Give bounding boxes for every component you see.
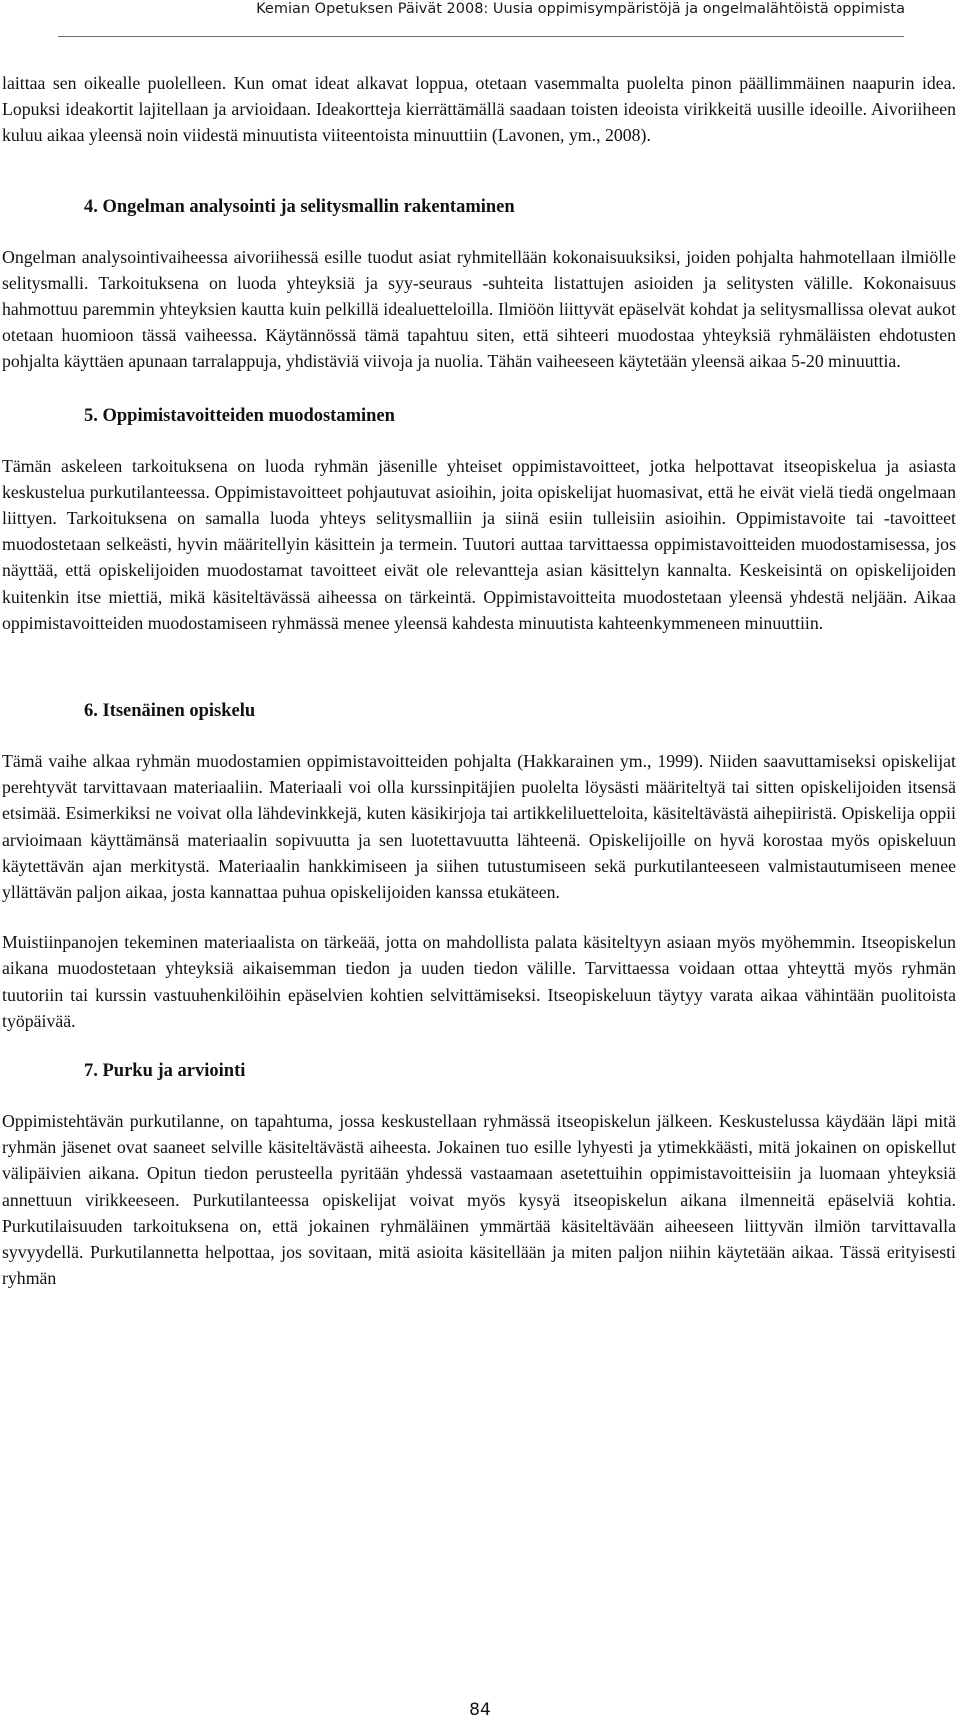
- section-4-paragraph: Ongelman analysointivaiheessa aivoriihessä esille tuodut asiat ryhmitellään kokonaisuuksiksi, joiden pohjalta hahmotellaan ilmiölle selitysmalli. Tarkoituksena on luoda yhteyksiä ja syy-seuraus -suhteita listattujen asioiden ja selitysten välille. Kokonaisuus hahmottuu paremmin yhteyksien kautta kuin pelkillä idealuetteloilla. Ilmiöön liittyvät epäselvät kohdat ja selitysmallissa olevat aukot otetaan huomioon tässä vaiheessa. Käytännössä tämä tapahtuu siten, että sihteeri muodostaa yhteyksiä ryhmäläisten ehdotusten pohjalta käyttäen apunaan tarralappuja, yhdistäviä viivoja ja nuolia. Tähän vaiheeseen käytetään yleensä aikaa 5-20 minuuttia.: [2, 246, 956, 372]
- section-6-heading: 6. Itsenäinen opiskelu: [84, 701, 256, 722]
- section-6-paragraph-1: Tämä vaihe alkaa ryhmän muodostamien oppimistavoitteiden pohjalta (Hakkarainen ym., 1999). Niiden saavuttamiseksi opiskelijat perehtyvät tarvittavaan materiaaliin. Materiaali voi olla kurssinpitäjien puolelta löysästi määriteltyä tai sitten opiskelijoiden itsensä etsimää. Esimerkiksi ne voivat olla lähdevinkkejä, kuten käsikirjoja tai artikkeliluetteloita, käsiteltävästä aihepiiristä. Opiskelija oppii arvioimaan käyttämänsä materiaalin sopivuutta ja sen luotettavuutta lähteenä. Opiskelijoille on hyvä korostaa myös opiskeluun käytettävän ajan merkitystä. Materiaalin hankkimiseen ja siihen tutustumiseen sekä purkutilanteeseen valmistautumiseen menee yllättävän paljon aikaa, josta kannattaa puhua opiskelijoiden kanssa etukäteen.: [2, 751, 956, 903]
- page-number: 84: [469, 1700, 491, 1720]
- section-7-heading: 7. Purku ja arviointi: [84, 1061, 246, 1082]
- section-7-paragraph: Oppimistehtävän purkutilanne, on tapahtuma, jossa keskustellaan ryhmässä itseopiskelun jälkeen. Keskustelussa käydään läpi mitä ryhmän jäsenet ovat saaneet selville käsiteltävästä aiheesta. Jokainen tuo esille lyhyesti ja ytimekkäästi, mitä jokainen on opiskellut välipäivien aikana. Opitun tiedon perusteella pyritään yhdessä vastaamaan asetettuihin oppimistavoitteisiin ja luomaan yhteyksiä annettuun virikkeeseen. Purkutilanteessa opiskelijat voivat myös kysyä itseopiskelun aikana ilmenneitä epäselviä kohtia. Purkutilaisuuden tarkoituksena on, että jokainen ryhmäläinen ymmärtää käsiteltävään aiheeseen liittyvän ilmiön tarvittavalla syvyydellä. Purkutilannetta helpottaa, jos sovitaan, mitä asioita käsitellään ja miten paljon niihin käytetään aikaa. Tässä erityisesti ryhmän: [2, 1111, 956, 1289]
- section-5-heading: 5. Oppimistavoitteiden muodostaminen: [84, 405, 395, 426]
- running-header: Kemian Opetuksen Päivät 2008: Uusia oppimisympäristöjä ja ongelmalähtöistä oppimista: [256, 1, 905, 17]
- section-4-heading: 4. Ongelman analysointi ja selitysmallin rakentaminen: [84, 196, 515, 217]
- section-6-paragraph-2: Muistiinpanojen tekeminen materiaalista on tärkeää, jotta on mahdollista palata käsiteltyyn asiaan myös myöhemmin. Itseopiskelun aikana muodostetaan yhteyksiä aikaisemman tiedon ja uuden tiedon välille. Tarvittaessa voidaan ottaa yhteyttä myös ryhmän tuutoriin tai kurssin vastuuhenkilöihin epäselvien kohtien selvittämiseksi. Itseopiskeluun täytyy varata aikaa vähintään puolitoista työpäivää.: [2, 932, 956, 1031]
- header-rule: [58, 36, 904, 37]
- document-body: [2, 70, 956, 1292]
- intro-paragraph: laittaa sen oikealle puolelleen. Kun omat ideat alkavat loppua, otetaan vasemmalta puolelta pinon päällimmäinen naapurin idea. Lopuksi ideakortit lajitellaan ja arvioidaan. Ideakortteja kierrättämällä saadaan toisten ideoista virikkeitä uusille ideoille. Aivoriiheen kuluu aikaa yleensä noin viidestä minuutista viiteentoista minuuttiin (Lavonen, ym., 2008).: [2, 73, 956, 146]
- section-5-paragraph: Tämän askeleen tarkoituksena on luoda ryhmän jäsenille yhteiset oppimistavoitteet, jotka helpottavat itseopiskelua ja asiasta keskustelua purkutilanteessa. Oppimistavoitteet pohjautuvat asioihin, joita opiskelijat huomasivat, että he eivät vielä tiedä ongelmaan liittyen. Tarkoituksena on samalla luoda yhteys selitysmalliin ja siinä esiin tulleisiin asioihin. Oppimistavoite tai -tavoitteet muodostetaan selkeästi, hyvin määritellyin käsittein ja termein. Tuutori auttaa tarvittaessa oppimistavoitteiden muodostamisessa, jos näyttää, että opiskelijoiden muodostamat tavoitteet eivät ole relevantteja asian käsittelyn kannalta. Keskeisintä on opiskelijoiden kuitenkin itse miettiä, mikä käsiteltävässä aiheessa on tärkeintä. Oppimistavoitteita muodostetaan yleensä yhdestä neljään. Aikaa oppimistavoitteiden muodostamiseen ryhmässä menee yleensä kahdesta minuutista kahteenkymmeneen minuuttiin.: [2, 455, 956, 633]
